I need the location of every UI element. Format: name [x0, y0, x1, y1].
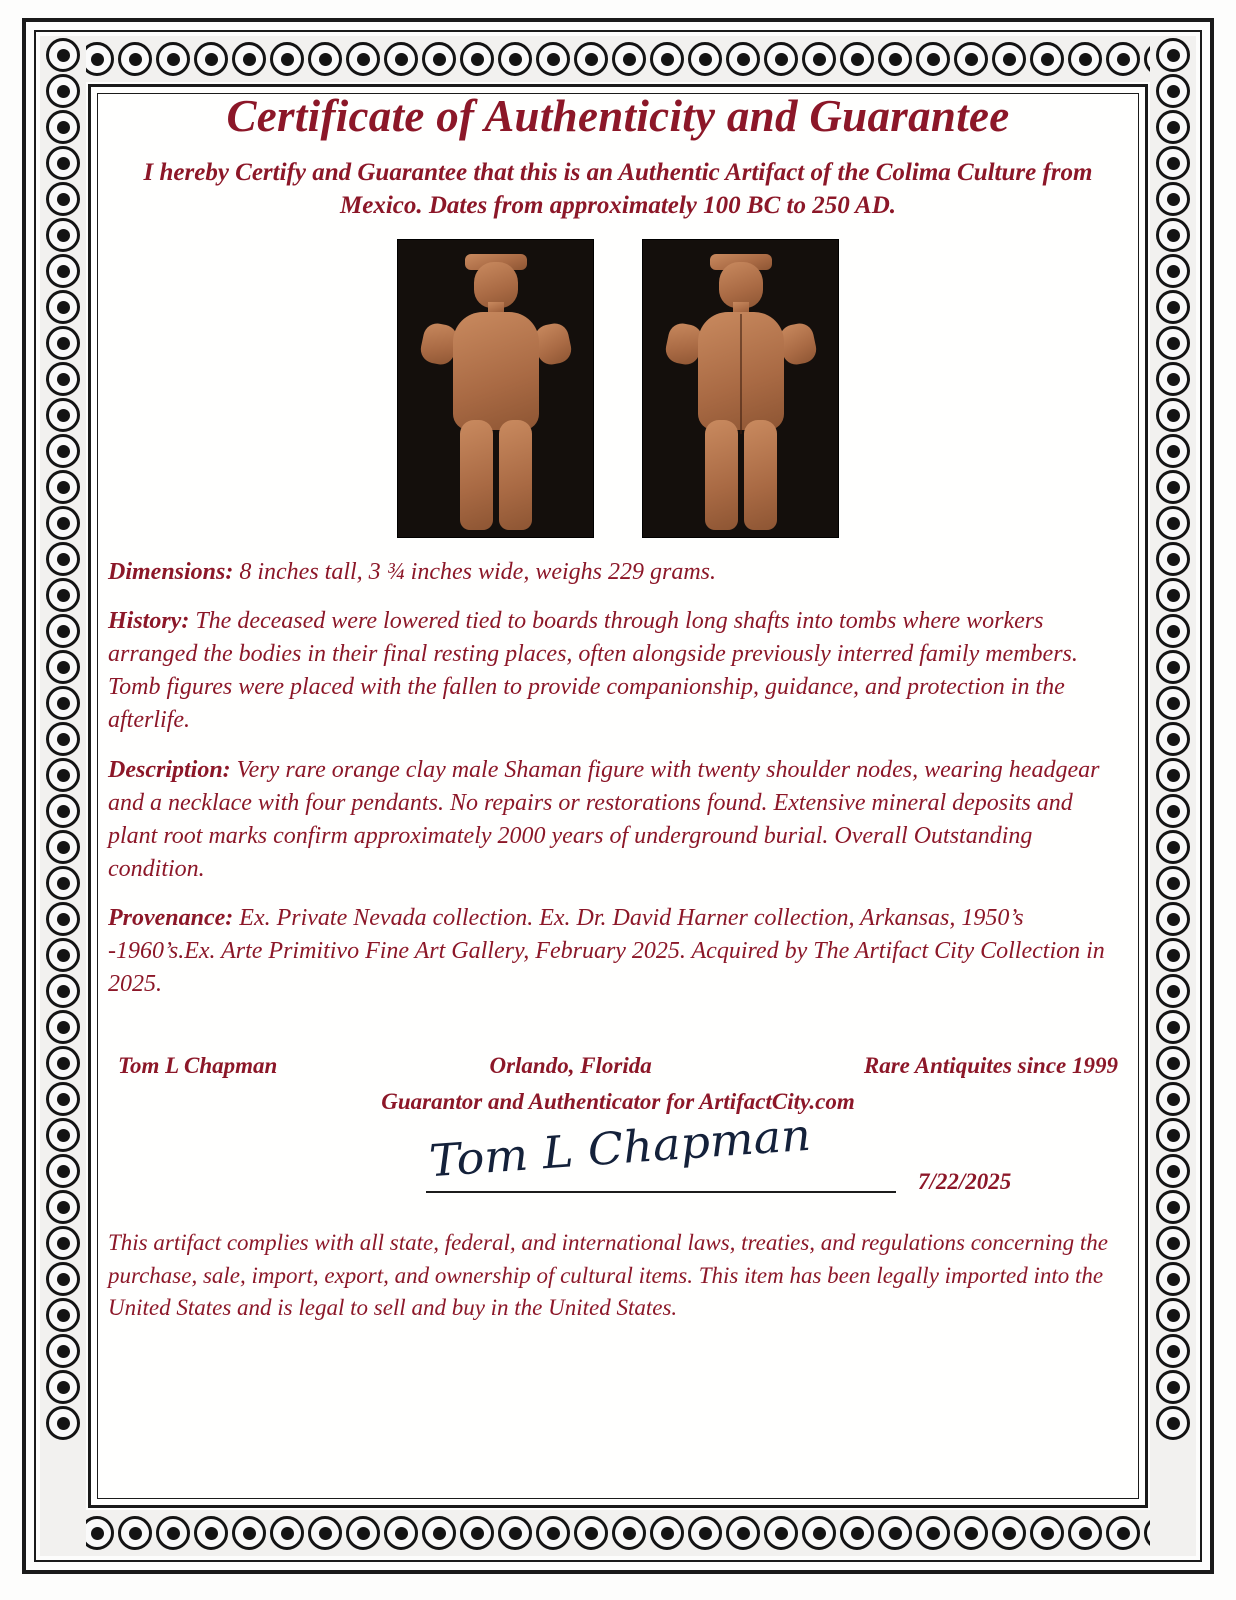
ring-ornament	[1156, 614, 1190, 648]
ring-ornament	[46, 902, 80, 936]
ring-ornament	[1156, 938, 1190, 972]
ring-ornament	[1156, 830, 1190, 864]
ring-ornament	[194, 1516, 228, 1550]
ring-ornament	[460, 42, 494, 76]
ring-ornament	[536, 42, 570, 76]
ring-ornament	[118, 1516, 152, 1550]
ring-ornament	[1068, 1516, 1102, 1550]
ring-ornament	[46, 1190, 80, 1224]
ring-ornament	[46, 1298, 80, 1332]
ring-ornament	[916, 42, 950, 76]
field-description-value: Very rare orange clay male Shaman figure with twenty shoulder nodes, wearing headgear and a necklace with four pendants. No repairs or restorations found. Extensive mineral deposits and plant root marks confirm approximately 2000 years of underground burial. Overall Outstanding condition.	[108, 756, 1100, 882]
ring-ornament	[46, 290, 80, 324]
ring-ornament	[46, 434, 80, 468]
ring-ornament	[46, 506, 80, 540]
page-title: Certificate of Authenticity and Guarantee	[226, 91, 1010, 141]
ring-ornament	[726, 1516, 760, 1550]
ring-ornament	[118, 42, 152, 76]
field-history-label: History:	[108, 608, 190, 635]
ring-ornament	[954, 1516, 988, 1550]
ring-ornament	[156, 42, 190, 76]
ring-ornament	[612, 42, 646, 76]
ring-ornament	[1156, 1262, 1190, 1296]
ring-ornament	[916, 1516, 950, 1550]
artifact-photo-back	[642, 239, 839, 538]
ring-ornament	[384, 42, 418, 76]
field-description-label: Description:	[108, 756, 231, 783]
ring-ornament	[46, 398, 80, 432]
certificate-content	[108, 92, 1128, 1324]
signature-rule	[426, 1191, 896, 1193]
ring-ornament	[1156, 974, 1190, 1008]
ring-ornament	[46, 1010, 80, 1044]
field-history-value: The deceased were lowered tied to boards through long shafts into tombs where workers arranged the bodies in their final resting places, often alongside previously interred family members. Tomb figures were placed with the fallen to provide companionship, guidance, and protection in the afterlife.	[108, 608, 1078, 734]
ring-ornament	[1156, 902, 1190, 936]
ring-ornament	[840, 1516, 874, 1550]
ring-ornament	[1106, 42, 1140, 76]
signer-row	[118, 1053, 1118, 1079]
legal-compliance-text: This artifact complies with all state, federal, and international laws, treaties, and regulations concerning the purchase, sale, import, export, and ownership of cultural items. This item has been legally imported into the United States and is legal to sell and buy in the United States.	[108, 1230, 1109, 1320]
ring-ornament	[46, 578, 80, 612]
ring-ornament	[1156, 218, 1190, 252]
ring-ornament	[46, 110, 80, 144]
ring-ornament	[878, 1516, 912, 1550]
ring-ornament	[954, 42, 988, 76]
ring-ornament	[688, 42, 722, 76]
artifact-photos	[108, 239, 1128, 538]
ring-ornament	[1156, 1118, 1190, 1152]
field-provenance-value: Ex. Private Nevada collection. Ex. Dr. David Harner collection, Arkansas, 1950’s -1960’s.Ex. Arte Primitivo Fine Art Gallery, February 2025. Acquired by The Artifact City Collection in 2025.	[108, 904, 1105, 998]
ring-border-left	[40, 36, 86, 1556]
ring-ornament	[1156, 722, 1190, 756]
ring-ornament	[46, 1118, 80, 1152]
signer-name: Tom L Chapman	[118, 1053, 278, 1079]
ring-ornament	[1156, 326, 1190, 360]
ring-ornament	[46, 1370, 80, 1404]
ring-ornament	[1156, 866, 1190, 900]
ring-ornament	[346, 1516, 380, 1550]
ring-ornament	[194, 42, 228, 76]
ring-ornament	[46, 974, 80, 1008]
ring-ornament	[1156, 650, 1190, 684]
ring-ornament	[650, 42, 684, 76]
ring-ornament	[650, 1516, 684, 1550]
ring-ornament	[726, 42, 760, 76]
ring-ornament	[1156, 758, 1190, 792]
ring-ornament	[1156, 1190, 1190, 1224]
ring-ornament	[1156, 686, 1190, 720]
ring-ornament	[1156, 1154, 1190, 1188]
ring-ornament	[308, 1516, 342, 1550]
ring-ornament	[46, 254, 80, 288]
ring-ornament	[764, 42, 798, 76]
ring-ornament	[46, 326, 80, 360]
ring-ornament	[46, 650, 80, 684]
colima-figure-back-illustration	[643, 240, 838, 537]
ring-ornament	[612, 1516, 646, 1550]
ring-ornament	[1156, 290, 1190, 324]
ring-ornament	[1156, 1082, 1190, 1116]
ring-ornament	[346, 42, 380, 76]
ring-ornament	[992, 1516, 1026, 1550]
ring-ornament	[46, 686, 80, 720]
ring-ornament	[1156, 542, 1190, 576]
field-dimensions-label: Dimensions:	[108, 559, 234, 585]
ring-ornament	[536, 1516, 570, 1550]
ring-ornament	[1156, 1334, 1190, 1368]
ring-border-bottom	[40, 1510, 1196, 1556]
ring-border-right	[1150, 36, 1196, 1556]
ring-ornament	[1156, 1298, 1190, 1332]
field-dimensions	[108, 556, 1128, 589]
ring-ornament	[156, 1516, 190, 1550]
signer-location: Orlando, Florida	[489, 1053, 652, 1079]
ring-ornament	[1156, 182, 1190, 216]
ring-ornament	[46, 614, 80, 648]
ring-ornament	[1156, 110, 1190, 144]
ring-ornament	[1156, 794, 1190, 828]
certify-statement: I hereby Certify and Guarantee that this is an Authentic Artifact of the Colima Culture from Mexico. Dates from approximately 100 BC to 250 AD.	[143, 158, 1093, 220]
ring-ornament	[498, 1516, 532, 1550]
ring-ornament	[1068, 42, 1102, 76]
ring-ornament	[422, 42, 456, 76]
handwritten-signature: Tom L Chapman	[427, 1110, 813, 1188]
ring-ornament	[46, 1406, 80, 1440]
ring-ornament	[1030, 42, 1064, 76]
field-history	[108, 605, 1128, 737]
signature-date: 7/22/2025	[918, 1169, 1012, 1195]
ring-ornament	[46, 1226, 80, 1260]
ring-ornament	[46, 146, 80, 180]
ring-ornament	[46, 1046, 80, 1080]
ring-ornament	[574, 42, 608, 76]
ring-ornament	[46, 1154, 80, 1188]
ring-ornament	[1156, 1046, 1190, 1080]
ring-ornament	[1156, 74, 1190, 108]
ring-ornament	[574, 1516, 608, 1550]
ring-ornament	[764, 1516, 798, 1550]
ring-border-top	[40, 36, 1196, 82]
ring-ornament	[1030, 1516, 1064, 1550]
ring-ornament	[46, 74, 80, 108]
colima-figure-front-illustration	[398, 240, 593, 537]
ring-ornament	[422, 1516, 456, 1550]
ring-ornament	[270, 42, 304, 76]
ring-ornament	[1156, 254, 1190, 288]
ring-ornament	[1156, 434, 1190, 468]
signer-tagline: Rare Antiquites since 1999	[863, 1053, 1118, 1079]
ring-ornament	[1156, 362, 1190, 396]
ring-ornament	[1156, 146, 1190, 180]
ring-ornament	[270, 1516, 304, 1550]
ring-ornament	[1106, 1516, 1140, 1550]
ring-ornament	[1156, 1406, 1190, 1440]
ring-ornament	[878, 42, 912, 76]
ring-ornament	[46, 1334, 80, 1368]
ring-ornament	[232, 1516, 266, 1550]
ring-ornament	[1156, 398, 1190, 432]
ring-ornament	[46, 1082, 80, 1116]
ring-ornament	[46, 542, 80, 576]
ring-ornament	[460, 1516, 494, 1550]
signature-block	[108, 1110, 1128, 1213]
field-description	[108, 754, 1128, 886]
ring-ornament	[46, 182, 80, 216]
ring-ornament	[992, 42, 1026, 76]
ring-ornament	[46, 1262, 80, 1296]
ring-ornament	[1156, 1226, 1190, 1260]
field-dimensions-value: 8 inches tall, 3 ¾ inches wide, weighs 229 grams.	[233, 559, 716, 585]
artifact-photo-front	[397, 239, 594, 538]
ring-ornament	[1156, 38, 1190, 72]
ring-ornament	[46, 866, 80, 900]
field-provenance	[108, 902, 1128, 1001]
ring-ornament	[308, 42, 342, 76]
ring-ornament	[802, 1516, 836, 1550]
ring-ornament	[46, 758, 80, 792]
ring-ornament	[384, 1516, 418, 1550]
ring-ornament	[46, 362, 80, 396]
ring-ornament	[802, 42, 836, 76]
ring-ornament	[1156, 578, 1190, 612]
ring-ornament	[46, 218, 80, 252]
ring-ornament	[46, 38, 80, 72]
ring-ornament	[46, 938, 80, 972]
ring-ornament	[1156, 1370, 1190, 1404]
ring-ornament	[1156, 1010, 1190, 1044]
ring-ornament	[498, 42, 532, 76]
ring-ornament	[232, 42, 266, 76]
ring-ornament	[46, 722, 80, 756]
ring-ornament	[46, 794, 80, 828]
field-provenance-label: Provenance:	[108, 904, 234, 931]
ring-ornament	[1156, 470, 1190, 504]
ring-ornament	[840, 42, 874, 76]
guarantor-role-line: Guarantor and Authenticator for ArtifactCity.com	[381, 1089, 855, 1115]
ring-ornament	[1156, 506, 1190, 540]
ring-ornament	[46, 830, 80, 864]
ring-ornament	[688, 1516, 722, 1550]
ring-ornament	[46, 470, 80, 504]
